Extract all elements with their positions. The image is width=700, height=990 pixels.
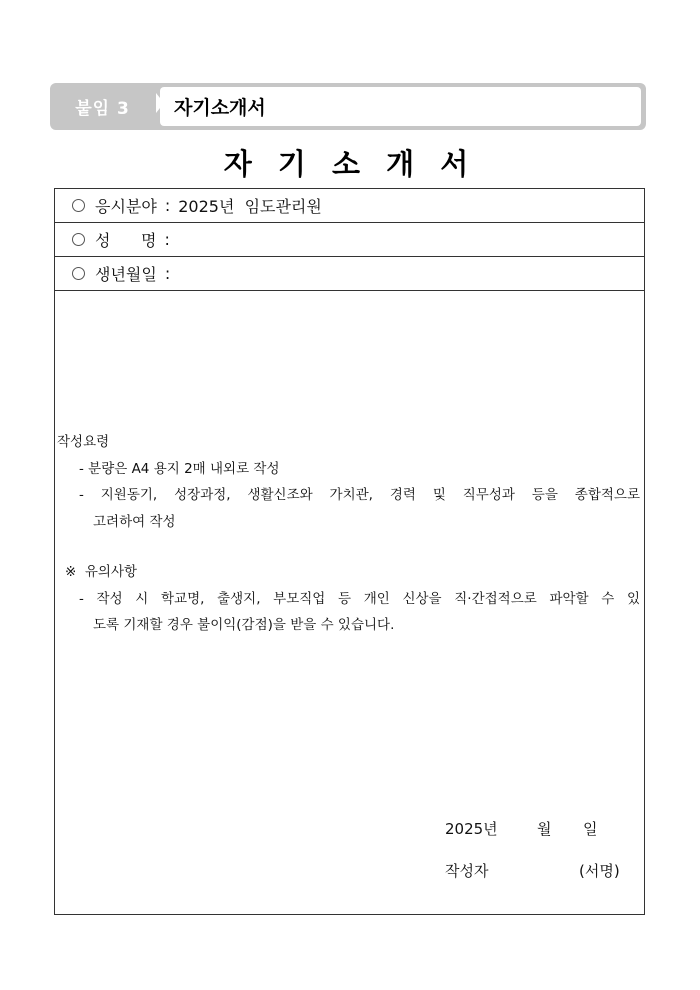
application-area-value[interactable]: 2025년 임도관리원 — [178, 197, 322, 216]
date-year: 2025년 — [445, 819, 498, 838]
attachment-tag: 붙임 3 — [75, 99, 130, 119]
signature-block — [445, 807, 620, 891]
circle-bullet-icon — [72, 199, 85, 212]
attachment-banner — [50, 83, 646, 130]
signature-field[interactable]: (서명) — [579, 861, 620, 880]
field-row-application-area — [55, 189, 644, 223]
date-row — [445, 807, 620, 849]
guide-item-continuation: 고려하여 작성 — [93, 513, 176, 530]
author-row — [445, 849, 620, 891]
notice-heading: ※ 유의사항 — [65, 564, 138, 580]
notice-item-continuation: 도록 기재할 경우 불이익(감점)을 받을 수 있습니다. — [93, 617, 395, 633]
guide-item: - 분량은 A4 용지 2매 내외로 작성 — [79, 460, 280, 477]
field-row-birthdate — [55, 257, 644, 291]
field-row-name — [55, 223, 644, 257]
document-title: 자 기 소 개 서 — [223, 147, 477, 181]
date-month[interactable]: 월 — [537, 819, 552, 838]
field-label: 생년월일 — [95, 265, 157, 284]
guide-item: - 지원동기, 성장과정, 생활신조와 가치관, 경력 및 직무성과 등을 종합적으로 — [79, 487, 640, 503]
field-colon: : — [164, 196, 171, 215]
circle-bullet-icon — [72, 267, 85, 280]
self-introduction-form — [54, 188, 645, 915]
banner-title: 자기소개서 — [160, 87, 641, 126]
guide-heading: 작성요령 — [57, 434, 110, 450]
date-day[interactable]: 일 — [583, 819, 598, 838]
field-colon: : — [164, 230, 170, 249]
field-label: 응시분야 — [95, 197, 157, 216]
field-colon: : — [164, 264, 171, 283]
notice-item: - 작성 시 학교명, 출생지, 부모직업 등 개인 신상을 직·간접적으로 파악할 수 있 — [79, 590, 640, 607]
author-label: 작성자 — [445, 861, 489, 880]
circle-bullet-icon — [72, 233, 85, 246]
writing-guide — [57, 429, 640, 639]
field-label: 성 명 — [95, 231, 157, 250]
